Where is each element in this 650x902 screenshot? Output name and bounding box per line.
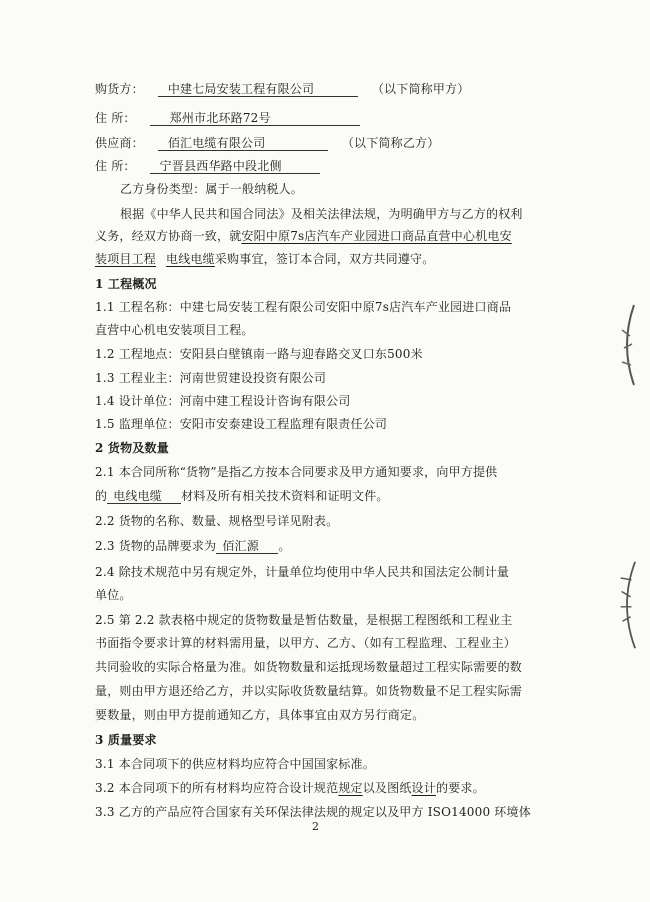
section-2-5-line-4: 量，则由甲方退还给乙方，并以实际收货数量结算。如货物数量不足工程实际需 xyxy=(95,684,523,698)
section-2-3-brand: 佰汇源 xyxy=(216,539,278,554)
basis-line-3-end: 采购事宜，签订本合同，双方共同遵守。 xyxy=(214,252,435,266)
section-3-2-underline-1: 规定 xyxy=(338,781,363,795)
buyer-value: 中建七局安装工程有限公司 xyxy=(158,82,358,97)
section-2-5-line-1: 2.5 第 2.2 款表格中规定的货物数量是暂估数量，是根据工程图纸和工程业主 xyxy=(95,613,513,627)
supplier-note: （以下简称乙方） xyxy=(341,136,440,150)
section-1-3: 1.3 工程业主：河南世贸建设投资有限公司 xyxy=(95,371,327,385)
section-3-2-mid: 以及图纸 xyxy=(362,781,412,795)
section-3-title: 3 质量要求 xyxy=(95,733,157,747)
seal-fragment-top xyxy=(612,300,642,390)
buyer-note: （以下简称甲方） xyxy=(371,82,470,96)
section-2-5-line-5: 要数量，则由甲方提前通知乙方，具体事宜由双方另行商定。 xyxy=(95,708,425,722)
section-1-4: 1.4 设计单位：河南中建工程设计咨询有限公司 xyxy=(95,394,351,408)
basis-material: 电线电缆 xyxy=(166,252,215,266)
basis-line-3 xyxy=(95,250,434,267)
supplier-row xyxy=(95,134,439,151)
section-2-3-pre: 2.3 货物的品牌要求为 xyxy=(95,539,217,553)
section-1-1-line-2: 直营中心机电安装项目工程。 xyxy=(95,323,254,337)
section-2-title: 2 货物及数量 xyxy=(95,441,169,455)
section-2-3 xyxy=(95,537,291,554)
section-3-3: 3.3 乙方的产品应符合国家有关环保法律法规的规定以及甲方 ISO14000 环境体 xyxy=(95,805,531,819)
section-2-4-line-2: 单位。 xyxy=(95,588,132,602)
supplier-address-row xyxy=(95,157,320,174)
buyer-row xyxy=(95,80,469,97)
section-2-1-line-2 xyxy=(95,487,389,504)
section-3-2 xyxy=(95,779,485,796)
section-1-2: 1.2 工程地点：安阳县白壁镇南一路与迎春路交叉口东500米 xyxy=(95,347,423,361)
buyer-address-row xyxy=(95,109,360,126)
section-2-4-line-1: 2.4 除技术规范中另有规定外，计量单位均使用中华人民共和国法定公制计量 xyxy=(95,565,510,579)
page-number: 2 xyxy=(312,820,319,833)
section-2-1-line-1: 2.1 本合同所称“货物”是指乙方按本合同要求及甲方通知要求，向甲方提供 xyxy=(95,465,498,479)
basis-line-1: 根据《中华人民共和国合同法》及相关法律法规，为明确甲方与乙方的权利 xyxy=(120,207,523,221)
buyer-address-value: 郑州市北环路72号 xyxy=(150,111,360,126)
section-2-5-line-3: 共同验收的实际合格量为准。如货物数量和运抵现场数量超过工程实际需要的数 xyxy=(95,660,523,674)
section-3-2-underline-2: 设计 xyxy=(411,781,436,795)
buyer-label: 购货方： xyxy=(95,82,144,96)
basis-line-2 xyxy=(95,227,512,244)
section-2-1-post: 材料及所有相关技术资料和证明文件。 xyxy=(181,489,389,503)
section-1-1-line-1: 1.1 工程名称：中建七局安装工程有限公司安阳中原7s店汽车产业园进口商品 xyxy=(95,300,512,314)
seal-fragment-bottom xyxy=(612,560,642,650)
supplier-identity: 乙方身份类型：属于一般纳税人。 xyxy=(120,182,304,196)
supplier-address-label: 住 所： xyxy=(95,159,136,173)
section-1-5: 1.5 监理单位：安阳市安泰建设工程监理有限责任公司 xyxy=(95,417,388,431)
section-2-1-material: 电线电缆 xyxy=(107,489,181,504)
section-3-1: 3.1 本合同项下的供应材料均应符合中国国家标准。 xyxy=(95,757,375,771)
section-1-title: 1 工程概况 xyxy=(95,277,157,291)
section-2-1-pre: 的 xyxy=(95,489,108,503)
section-2-2: 2.2 货物的名称、数量、规格型号详见附表。 xyxy=(95,514,339,528)
section-2-3-post: 。 xyxy=(278,539,291,553)
section-3-2-post: 的要求。 xyxy=(435,781,485,795)
basis-project-name: 安阳中原7s店汽车产业园进口商品直营中心机电安 xyxy=(241,229,512,243)
basis-line-2-pre: 义务，经双方协商一致，就 xyxy=(95,229,242,243)
supplier-value: 佰汇电缆有限公司 xyxy=(158,136,328,151)
supplier-label: 供应商： xyxy=(95,136,144,150)
basis-project-name-cont: 装项目工程 xyxy=(95,252,157,266)
supplier-address-value: 宁晋县西华路中段北侧 xyxy=(150,159,320,174)
section-3-2-pre: 3.2 本合同项下的所有材料均应符合设计规范 xyxy=(95,781,339,795)
buyer-address-label: 住 所： xyxy=(95,111,136,125)
section-2-5-line-2: 书面指令要求计算的材料需用量，以甲方、乙方、（如有工程监理、工程业主） xyxy=(95,636,517,650)
